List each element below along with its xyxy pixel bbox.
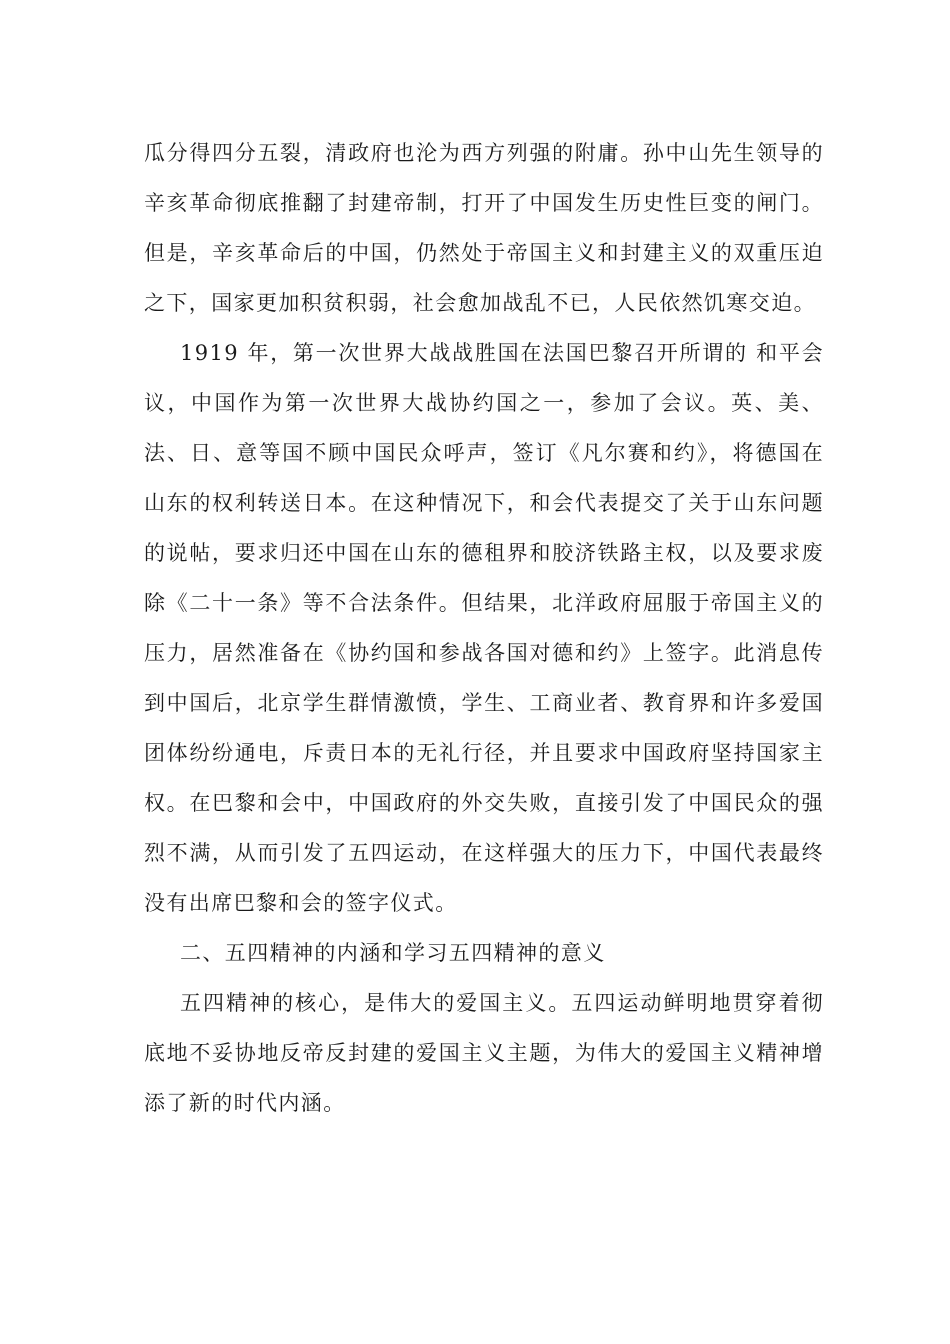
- paragraph-history-context: 瓜分得四分五裂，清政府也沦为西方列强的附庸。孙中山先生领导的辛亥革命彻底推翻了封建帝制，打开了中国发生历史性巨变的闸门。但是，辛亥革命后的中国，仍然处于帝国主义和封建主义的双重压迫之下，国家更加积贫积弱，社会愈加战乱不已，人民依然饥寒交迫。: [144, 141, 824, 315]
- document-body: [144, 128, 824, 1128]
- section-heading: 二、五四精神的内涵和学习五四精神的意义: [180, 941, 606, 965]
- paragraph-paris-conference: 1919 年，第一次世界大战战胜国在法国巴黎召开所谓的 和平会议，中国作为第一次世界大战协约国之一，参加了会议。英、美、法、日、意等国不顾中国民众呼声，签订《凡尔赛和约》，将德国在山东的权利转送日本。在这种情况下，和会代表提交了关于山东问题的说帖，要求归还中国在山东的德租界和胶济铁路主权，以及要求废除《二十一条》等不合法条件。但结果，北洋政府屈服于帝国主义的压力，居然准备在《协约国和参战各国对德和约》上签字。此消息传到中国后，北京学生群情激愤，学生、工商业者、教育界和许多爱国团体纷纷通电，斥责日本的无礼行径，并且要求中国政府坚持国家主权。在巴黎和会中，中国政府的外交失败，直接引发了中国民众的强烈不满，从而引发了五四运动，在这样强大的压力下，中国代表最终没有出席巴黎和会的签字仪式。: [144, 341, 824, 915]
- paragraph-may-fourth-spirit: 五四精神的核心，是伟大的爱国主义。五四运动鲜明地贯穿着彻底地不妥协地反帝反封建的爱国主义主题，为伟大的爱国主义精神增添了新的时代内涵。: [144, 991, 824, 1115]
